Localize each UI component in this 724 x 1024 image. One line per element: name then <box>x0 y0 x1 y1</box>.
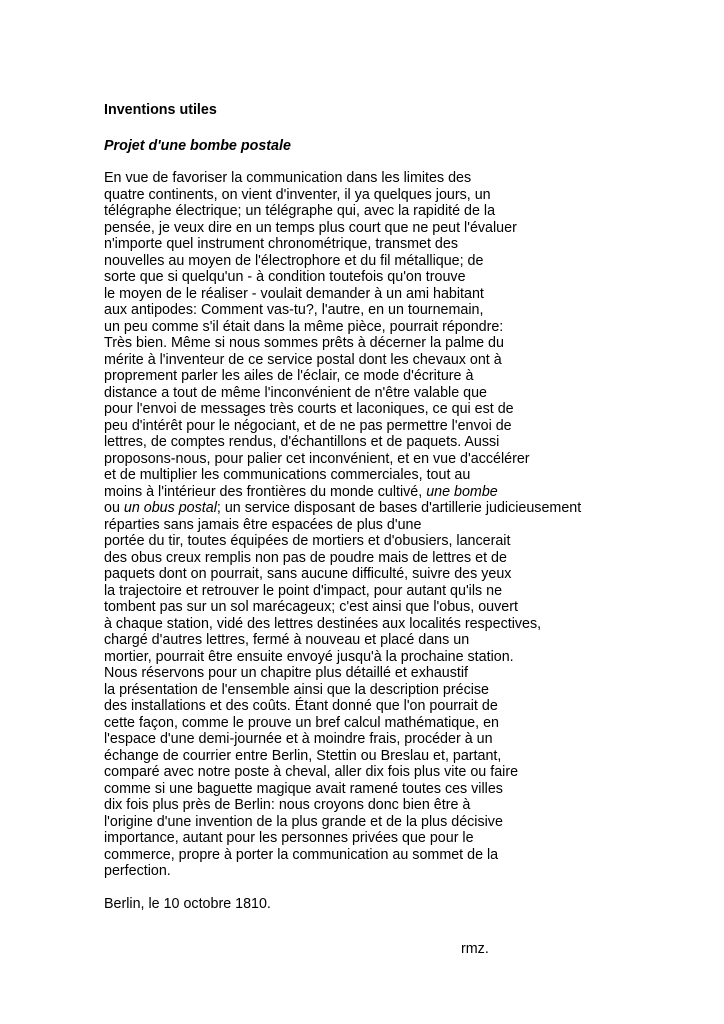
text-line: distance a tout de même l'inconvénient de n'être valable que <box>104 384 487 401</box>
text-line: quatre continents, on vient d'inventer, il ya quelques jours, un <box>104 186 491 203</box>
text-line: proprement parler les ailes de l'éclair, ce mode d'écriture à <box>104 368 474 384</box>
text-line: échange de courrier entre Berlin, Stettin ou Breslau et, partant, <box>104 747 502 764</box>
dateline: Berlin, le 10 octobre 1810. <box>104 895 271 912</box>
text-line: la trajectoire et retrouver le point d'impact, pour autant qu'ils ne <box>104 582 503 599</box>
text-line-with-italic <box>104 500 704 517</box>
text-line: pensée, je veux dire en un temps plus court que ne peut l'évaluer <box>104 219 517 236</box>
text-line: la présentation de l'ensemble ainsi que la description précise <box>104 681 490 698</box>
text-line: et de multiplier les communications commerciales, tout au <box>104 467 471 483</box>
text-line: à chaque station, vidé des lettres destinées aux localités respectives, <box>104 615 542 632</box>
text-line: Très bien. Même si nous sommes prêts à décerner la palme du <box>104 335 504 351</box>
text-segment: ; un service disposant de bases d'artillerie judicieusement <box>216 500 582 516</box>
text-line: cette façon, comme le prouve un bref calcul mathématique, en <box>104 714 499 731</box>
text-line: commerce, propre à porter la communication au sommet de la <box>104 846 499 863</box>
text-line: sorte que si quelqu'un - à condition toutefois qu'on trouve <box>104 269 466 285</box>
text-line: tombent pas sur un sol marécageux; c'est ainsi que l'obus, ouvert <box>104 599 518 615</box>
text-line: comme si une baguette magique avait ramené toutes ces villes <box>104 780 503 797</box>
text-line: comparé avec notre poste à cheval, aller dix fois plus vite ou faire <box>104 764 519 780</box>
text-line: mérite à l'inventeur de ce service postal dont les chevaux ont à <box>104 351 502 368</box>
text-line: un peu comme s'il était dans la même pièce, pourrait répondre: <box>104 318 504 335</box>
italic-phrase: un obus postal <box>123 500 217 516</box>
text-line: perfection. <box>104 863 171 879</box>
document-subtitle: Projet d'une bombe postale <box>104 137 291 154</box>
text-segment: moins à l'intérieur des frontières du monde cultivé, <box>104 483 427 500</box>
italic-phrase: une bombe <box>426 483 498 500</box>
text-line: peu d'intérêt pour le négociant, et de ne pas permettre l'envoi de <box>104 417 512 434</box>
text-line: le moyen de le réaliser - voulait demander à un ami habitant <box>104 285 484 302</box>
text-line: des installations et des coûts. Étant donné que l'on pourrait de <box>104 698 498 714</box>
text-line: En vue de favoriser la communication dans les limites des <box>104 170 472 186</box>
text-line: Nous réservons pour un chapitre plus détaillé et exhaustif <box>104 665 468 681</box>
text-line: télégraphe électrique; un télégraphe qui, avec la rapidité de la <box>104 203 496 219</box>
text-line: nouvelles au moyen de l'électrophore et du fil métallique; de <box>104 252 484 269</box>
text-line: aux antipodes: Comment vas-tu?, l'autre, en un tournemain, <box>104 302 484 318</box>
document-title: Inventions utiles <box>104 102 217 118</box>
text-line: dix fois plus près de Berlin: nous croyons donc bien être à <box>104 797 471 813</box>
text-line: importance, autant pour les personnes privées que pour le <box>104 830 474 846</box>
text-segment: ou <box>104 500 124 516</box>
document-page <box>104 102 704 912</box>
text-line: mortier, pourrait être ensuite envoyé jusqu'à la prochaine station. <box>104 648 514 665</box>
signature: rmz. <box>461 941 489 957</box>
text-line: pour l'envoi de messages très courts et laconiques, ce qui est de <box>104 401 514 417</box>
body-text <box>104 170 704 880</box>
text-line: proposons-nous, pour palier cet inconvénient, et en vue d'accélérer <box>104 450 530 467</box>
text-line: réparties sans jamais être espacées de plus d'une <box>104 516 422 533</box>
text-line: n'importe quel instrument chronométrique, transmet des <box>104 236 458 252</box>
text-line: chargé d'autres lettres, fermé à nouveau et placé dans un <box>104 632 470 648</box>
text-line: portée du tir, toutes équipées de mortiers et d'obusiers, lancerait <box>104 533 511 549</box>
text-line: l'espace d'une demi-journée et à moindre frais, procéder à un <box>104 731 493 747</box>
text-line: paquets dont on pourrait, sans aucune difficulté, suivre des yeux <box>104 566 512 582</box>
text-line: des obus creux remplis non pas de poudre mais de lettres et de <box>104 549 507 566</box>
text-line: lettres, de comptes rendus, d'échantillons et de paquets. Aussi <box>104 434 500 450</box>
text-line-with-italic <box>104 484 704 501</box>
text-line: l'origine d'une invention de la plus grande et de la plus décisive <box>104 813 503 830</box>
